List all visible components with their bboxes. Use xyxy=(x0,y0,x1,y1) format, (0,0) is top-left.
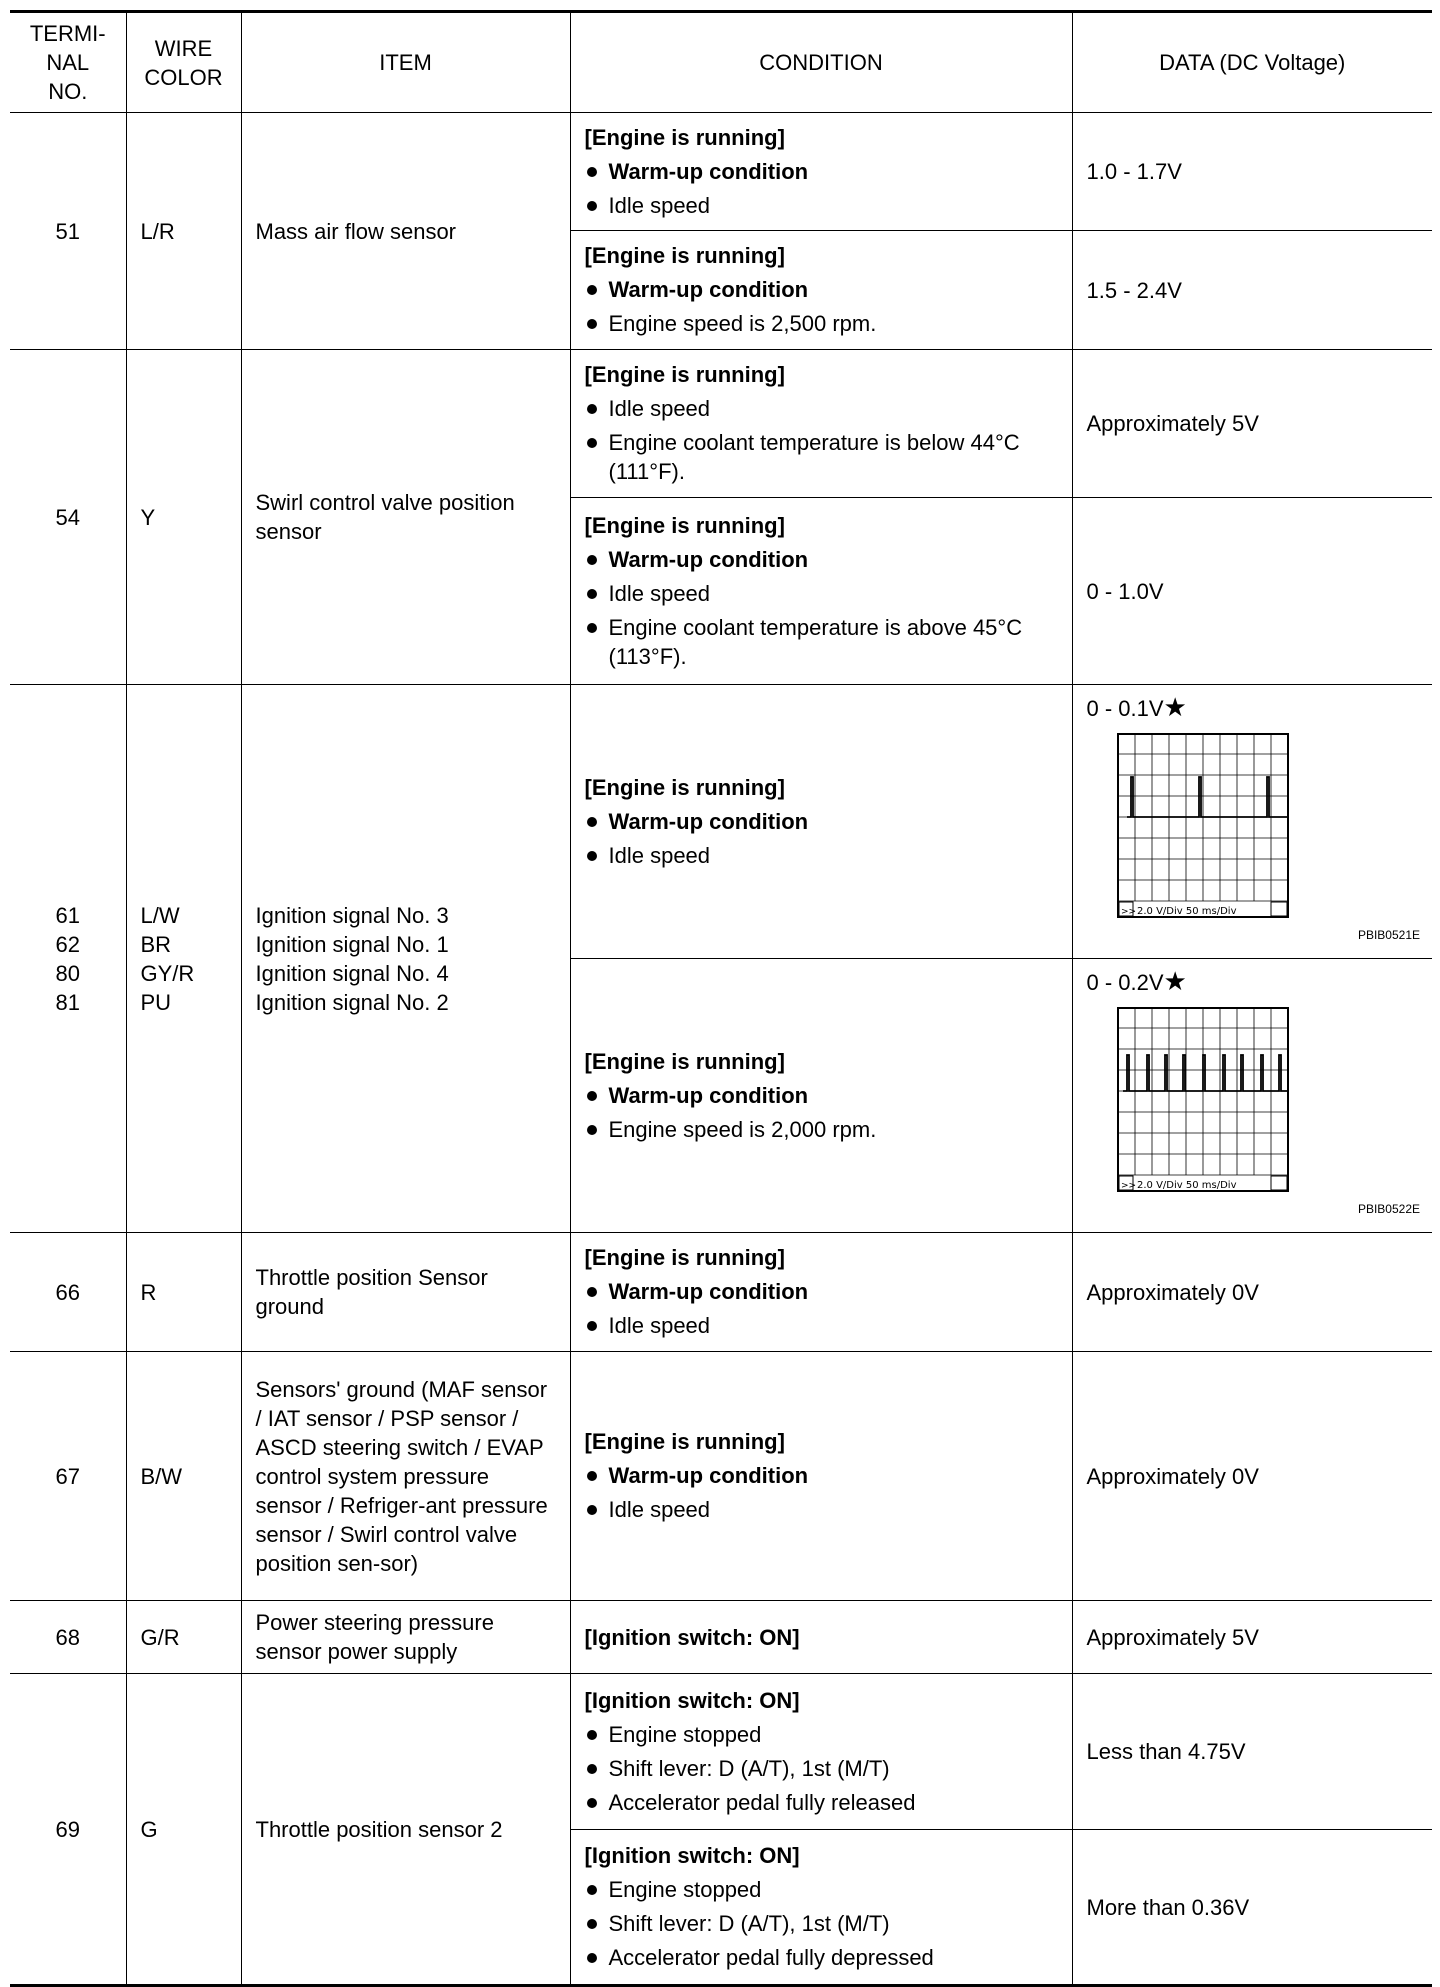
condition-bullet: Engine speed is 2,500 rpm. xyxy=(585,309,1058,338)
condition xyxy=(570,1830,1072,1986)
condition-head: [Ignition switch: ON] xyxy=(584,1687,800,1713)
ecm-terminal-table xyxy=(10,10,1432,1987)
wire-color: G xyxy=(126,1674,241,1986)
table-row xyxy=(10,350,1432,498)
condition-head: [Ignition switch: ON] xyxy=(584,1843,800,1868)
scope-scale: 2.0 V/Div 50 ms/Div xyxy=(1136,906,1236,917)
item: Swirl control valve position sensor xyxy=(241,350,570,685)
condition xyxy=(570,498,1072,685)
condition xyxy=(570,1601,1072,1674)
header-row xyxy=(10,12,1432,113)
wire-colors: L/W BR GY/R PU xyxy=(126,685,241,1233)
header-data: DATA (DC Voltage) xyxy=(1072,12,1432,113)
condition-bullet: Warm-up condition xyxy=(585,545,1058,574)
item: Throttle position sensor 2 xyxy=(241,1674,570,1986)
wire-color: G/R xyxy=(126,1601,241,1674)
condition-bullet: Warm-up condition xyxy=(585,807,1058,836)
condition-head: [Engine is running] xyxy=(584,1048,785,1074)
terminal-number: 69 xyxy=(10,1674,126,1986)
condition-bullet: Warm-up condition xyxy=(585,275,1058,304)
condition-head: [Engine is running] xyxy=(584,512,785,538)
header-item: ITEM xyxy=(241,12,570,113)
table-row xyxy=(10,1601,1432,1674)
condition-bullet: Idle speed xyxy=(585,394,1058,423)
item: Mass air flow sensor xyxy=(241,113,570,350)
condition xyxy=(570,1233,1072,1352)
condition xyxy=(570,231,1072,350)
table-row xyxy=(10,1674,1432,1830)
condition-bullet: Accelerator pedal fully released xyxy=(585,1788,1058,1817)
data-value: 0 - 0.2V xyxy=(1086,970,1164,995)
condition-bullet: Engine coolant temperature is below 44°C (111°F). xyxy=(585,428,1058,486)
condition-bullet: Idle speed xyxy=(585,1495,1058,1524)
condition-bullet: Warm-up condition xyxy=(585,1277,1058,1306)
header-wire-color: WIRE COLOR xyxy=(126,12,241,113)
svg-text:>>: >> xyxy=(1120,1181,1136,1191)
item: Sensors' ground (MAF sensor / IAT sensor / PSP sensor / ASCD steering switch / EVAP control system pressure sensor / Refriger-ant pressure sensor / Swirl control valve position sen-sor) xyxy=(241,1352,570,1601)
star-icon: ★ xyxy=(1163,692,1187,722)
wire-color: L/R xyxy=(126,113,241,350)
condition-bullet: Shift lever: D (A/T), 1st (M/T) xyxy=(585,1909,1058,1938)
data-value: 1.5 - 2.4V xyxy=(1072,231,1432,350)
oscilloscope-waveform-2000rpm xyxy=(1117,1007,1289,1192)
terminal-number: 68 xyxy=(10,1601,126,1674)
condition xyxy=(570,1352,1072,1601)
terminal-number: 54 xyxy=(10,350,126,685)
condition-bullet: Idle speed xyxy=(585,191,1058,220)
data-value: Approximately 5V xyxy=(1072,1601,1432,1674)
condition-head: [Engine is running] xyxy=(584,774,785,800)
condition-head: [Engine is running] xyxy=(584,1429,785,1454)
oscilloscope-waveform-idle xyxy=(1117,733,1289,918)
waveform-data xyxy=(1072,685,1432,959)
condition-bullet: Engine stopped xyxy=(585,1720,1058,1749)
star-icon: ★ xyxy=(1163,966,1187,996)
figure-code: PBIB0522E xyxy=(1357,1202,1420,1216)
header-terminal: TERMI- NAL NO. xyxy=(10,12,126,113)
terminal-number: 66 xyxy=(10,1233,126,1352)
wire-color: R xyxy=(126,1233,241,1352)
header-condition: CONDITION xyxy=(570,12,1072,113)
data-value: Approximately 0V xyxy=(1072,1233,1432,1352)
data-value: 0 - 0.1V xyxy=(1086,696,1164,721)
condition-bullet: Warm-up condition xyxy=(585,1461,1058,1490)
table-row xyxy=(10,113,1432,231)
wire-color: B/W xyxy=(126,1352,241,1601)
data-value: More than 0.36V xyxy=(1072,1830,1432,1986)
table-row xyxy=(10,1233,1432,1352)
figure-code: PBIB0521E xyxy=(1357,928,1420,942)
items: Ignition signal No. 3 Ignition signal No. 1 Ignition signal No. 4 Ignition signal No. 2 xyxy=(241,685,570,1233)
condition-bullet: Warm-up condition xyxy=(585,1081,1058,1110)
condition-head: [Ignition switch: ON] xyxy=(584,1624,800,1650)
svg-text:>>: >> xyxy=(1120,907,1136,917)
condition-head: [Engine is running] xyxy=(584,243,785,268)
condition-bullet: Shift lever: D (A/T), 1st (M/T) xyxy=(585,1754,1058,1783)
condition xyxy=(570,959,1072,1233)
terminal-number: 51 xyxy=(10,113,126,350)
table-row xyxy=(10,685,1432,959)
condition xyxy=(570,685,1072,959)
condition xyxy=(570,113,1072,231)
data-value: Less than 4.75V xyxy=(1072,1674,1432,1830)
condition-bullet: Engine speed is 2,000 rpm. xyxy=(585,1115,1058,1144)
data-value: Approximately 0V xyxy=(1072,1352,1432,1601)
condition-bullet: Engine coolant temperature is above 45°C (113°F). xyxy=(585,613,1058,671)
table-row xyxy=(10,1352,1432,1601)
terminal-numbers: 61 62 80 81 xyxy=(10,685,126,1233)
wire-color: Y xyxy=(126,350,241,685)
waveform-data xyxy=(1072,959,1432,1233)
item: Power steering pressure sensor power supply xyxy=(241,1601,570,1674)
data-value: 0 - 1.0V xyxy=(1072,498,1432,685)
condition-bullet: Engine stopped xyxy=(585,1875,1058,1904)
condition xyxy=(570,350,1072,498)
condition-bullet: Idle speed xyxy=(585,841,1058,870)
condition-head: [Engine is running] xyxy=(584,124,785,150)
condition-bullet: Idle speed xyxy=(585,1311,1058,1340)
condition-head: [Engine is running] xyxy=(584,1245,785,1270)
condition-head: [Engine is running] xyxy=(584,362,785,387)
condition xyxy=(570,1674,1072,1830)
item: Throttle position Sensor ground xyxy=(241,1233,570,1352)
scope-scale: 2.0 V/Div 50 ms/Div xyxy=(1136,1180,1236,1191)
condition-bullet: Idle speed xyxy=(585,579,1058,608)
condition-bullet: Accelerator pedal fully depressed xyxy=(585,1943,1058,1972)
data-value: Approximately 5V xyxy=(1072,350,1432,498)
terminal-number: 67 xyxy=(10,1352,126,1601)
condition-bullet: Warm-up condition xyxy=(585,157,1058,186)
data-value: 1.0 - 1.7V xyxy=(1072,113,1432,231)
